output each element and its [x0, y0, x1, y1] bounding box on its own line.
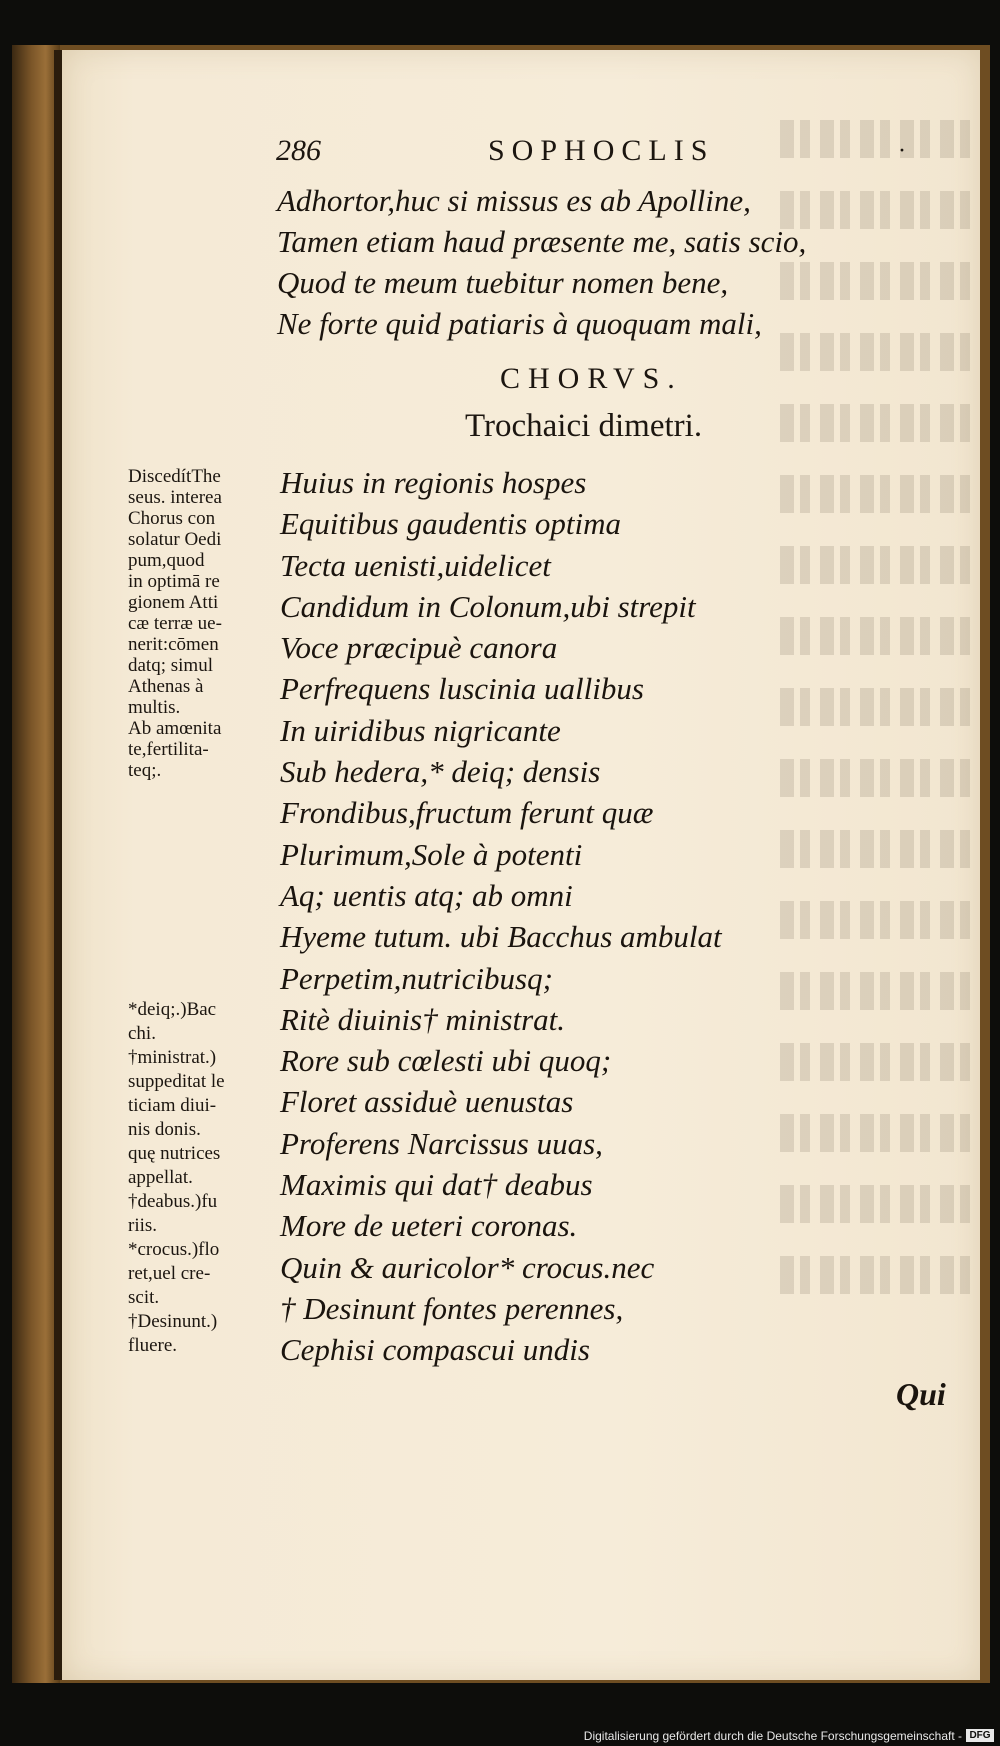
- verse-line: Equitibus gaudentis optima: [280, 506, 621, 542]
- header-dot: ·: [898, 138, 906, 164]
- verse-line: Ritè diuinis† ministrat.: [280, 1001, 566, 1037]
- verse-line: Voce præcipuè canora: [280, 630, 558, 666]
- verse-line: Perpetim,nutricibusq;: [280, 960, 553, 996]
- verse-line: Floret assiduè uenustas: [280, 1084, 574, 1120]
- verse-line: In uiridibus nigricante: [280, 712, 561, 748]
- margin-note-line: *crocus.)flo: [128, 1239, 220, 1260]
- catchword: Qui: [896, 1376, 946, 1412]
- verse-line: Adhortor,huc si missus es ab Apolline,: [277, 183, 751, 218]
- margin-note-line: teq;.: [128, 760, 162, 781]
- margin-note-line: te,fertilita-: [128, 739, 209, 760]
- verse-line: Hyeme tutum. ubi Bacchus ambulat: [280, 919, 722, 955]
- margin-note-line: nerit:cōmen: [128, 634, 219, 655]
- dfg-logo: DFG: [966, 1729, 994, 1742]
- margin-note-line: multis.: [128, 697, 181, 718]
- verse-line: Perfrequens luscinia uallibus: [280, 671, 644, 707]
- verse-line: Proferens Narcissus uuas,: [280, 1125, 603, 1161]
- margin-note-line: fluere.: [128, 1335, 178, 1356]
- margin-note-line: solatur Oedi: [128, 529, 222, 550]
- verse-line: Sub hedera,* deiq; densis: [280, 754, 601, 790]
- margin-note-line: in optimā re: [128, 571, 220, 592]
- margin-note-line: chi.: [128, 1023, 156, 1044]
- margin-note-line: gionem Atti: [128, 592, 219, 613]
- verse-line: Maximis qui dat† deabus: [280, 1167, 593, 1203]
- margin-note-line: scit.: [128, 1287, 160, 1308]
- verse-line: Tecta uenisti,uidelicet: [280, 547, 551, 583]
- margin-note-line: †ministrat.): [128, 1047, 217, 1068]
- margin-note-line: quę nutrices: [128, 1143, 221, 1164]
- verse-line: Aq; uentis atq; ab omni: [280, 877, 573, 913]
- margin-note-line: cæ terræ ue-: [128, 613, 222, 634]
- digitization-footer: [0, 1722, 1000, 1746]
- margin-note-line: †deabus.)fu: [128, 1191, 218, 1212]
- margin-note-line: Athenas à: [128, 676, 204, 697]
- verse-line: Frondibus,fructum ferunt quæ: [280, 795, 654, 831]
- verse-line: More de ueteri coronas.: [280, 1208, 578, 1244]
- margin-note-line: DiscedítThe: [128, 466, 221, 487]
- margin-note: [128, 466, 278, 781]
- margin-note-line: ticiam diui-: [128, 1095, 217, 1116]
- show-through-text: [780, 120, 970, 1320]
- verse-line: Cephisi compascui undis: [280, 1332, 590, 1368]
- margin-note-line: Chorus con: [128, 508, 216, 529]
- chorus-verse: [280, 462, 722, 1371]
- verse-line: Huius in regionis hospes: [280, 465, 587, 500]
- margin-note-line: pum,quod: [128, 550, 205, 571]
- margin-note: [128, 998, 278, 1358]
- margin-note-line: *deiq;.)Bac: [128, 999, 217, 1020]
- margin-note-line: seus. interea: [128, 487, 222, 508]
- margin-note-line: nis donis.: [128, 1119, 201, 1140]
- margin-note-line: appellat.: [128, 1167, 193, 1188]
- verse-line: Quin & auricolor* crocus.nec: [280, 1249, 655, 1285]
- verse-line: Ne forte quid patiaris à quoquam mali,: [277, 306, 762, 341]
- page-number: 286: [276, 134, 321, 167]
- verse-line: Quod te meum tuebitur nomen bene,: [277, 265, 729, 300]
- margin-note-line: †Desinunt.): [128, 1311, 218, 1332]
- running-head: SOPHOCLIS: [488, 134, 715, 167]
- verse-line: Plurimum,Sole à potenti: [280, 836, 583, 872]
- verse-line: Tamen etiam haud præsente me, satis scio,: [277, 224, 807, 259]
- funding-credit: Digitalisierung gefördert durch die Deutsche Forschungsgemeinschaft -: [583, 1729, 962, 1743]
- margin-note-line: datq; simul: [128, 655, 213, 676]
- margin-note-line: riis.: [128, 1215, 158, 1236]
- verse-line: † Desinunt fontes perennes,: [280, 1290, 624, 1326]
- margin-note-line: suppeditat le: [128, 1071, 225, 1092]
- meter-heading: Trochaici dimetri.: [465, 408, 703, 444]
- prologue-verse: [277, 180, 806, 344]
- book-spine: [12, 45, 60, 1683]
- margin-note-line: Ab amœnita: [128, 718, 222, 739]
- speaker-heading: CHORVS.: [500, 362, 683, 395]
- verse-line: Rore sub cœlesti ubi quoq;: [280, 1043, 612, 1079]
- page-header: [0, 134, 1000, 176]
- verse-line: Candidum in Colonum,ubi strepit: [280, 588, 696, 624]
- gutter-shadow: [54, 50, 62, 1680]
- margin-note-line: ret,uel cre-: [128, 1263, 211, 1284]
